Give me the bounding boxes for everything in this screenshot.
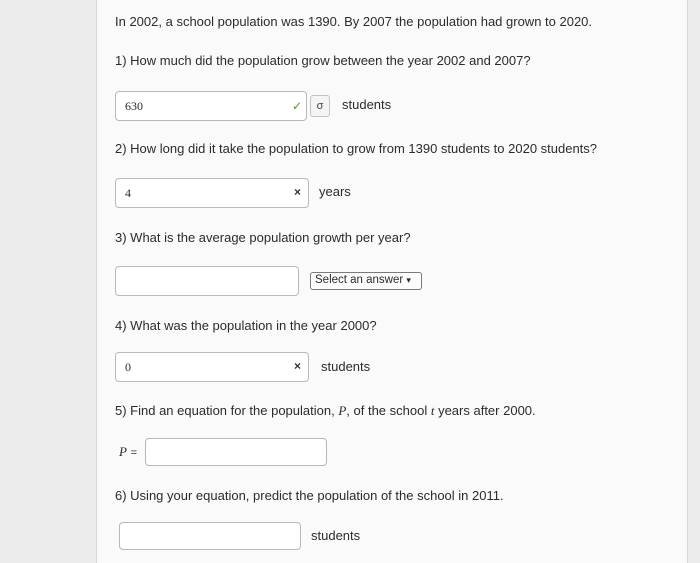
question-5-prefix: 5) Find an equation for the population, [115, 403, 339, 418]
equation-label-eq: = [130, 447, 138, 459]
question-1-answer-value: 630 [125, 99, 143, 113]
question-1-unit: students [342, 97, 392, 112]
question-5-middle: , of the school [346, 403, 431, 418]
problem-intro: In 2002, a school population was 1390. By 2007 the population had grown to 2020. [115, 14, 593, 29]
units-select-label: Select an answer [315, 274, 404, 286]
equation-label [119, 444, 137, 460]
question-4-answer-input[interactable] [115, 352, 309, 382]
question-3-text: 3) What is the average population growth per year? [115, 230, 411, 245]
question-5-text [115, 403, 536, 419]
correct-check-icon: ✓ [292, 99, 303, 113]
chevron-down-icon: ▾ [406, 275, 411, 285]
question-2-answer-value: 4 [125, 186, 131, 200]
question-2-answer-input[interactable] [115, 178, 309, 208]
question-6-unit: students [311, 528, 361, 543]
incorrect-x-icon: × [294, 185, 302, 199]
question-5-suffix: years after 2000. [434, 403, 536, 418]
question-1-text: 1) How much did the population grow between the year 2002 and 2007? [115, 53, 531, 68]
question-4-answer-value: 0 [125, 360, 131, 374]
equation-label-var: P [119, 444, 127, 459]
question-2-text: 2) How long did it take the population to grow from 1390 students to 2020 students? [115, 141, 598, 156]
question-4-unit: students [321, 359, 371, 374]
question-2-unit: years [319, 184, 351, 199]
variable-p: P [338, 403, 347, 418]
units-select-dropdown[interactable] [310, 272, 422, 290]
incorrect-x-icon: × [294, 359, 302, 373]
question-3-answer-input[interactable] [115, 266, 299, 296]
variable-t: t [430, 403, 435, 418]
question-4-text: 4) What was the population in the year 2000? [115, 318, 377, 333]
equation-input[interactable] [145, 438, 327, 466]
answer-key-icon[interactable]: σ [310, 95, 330, 117]
question-1-answer-input[interactable] [115, 91, 307, 121]
question-6-text: 6) Using your equation, predict the population of the school in 2011. [115, 488, 504, 503]
question-page [96, 0, 688, 563]
question-6-answer-input[interactable] [119, 522, 301, 550]
